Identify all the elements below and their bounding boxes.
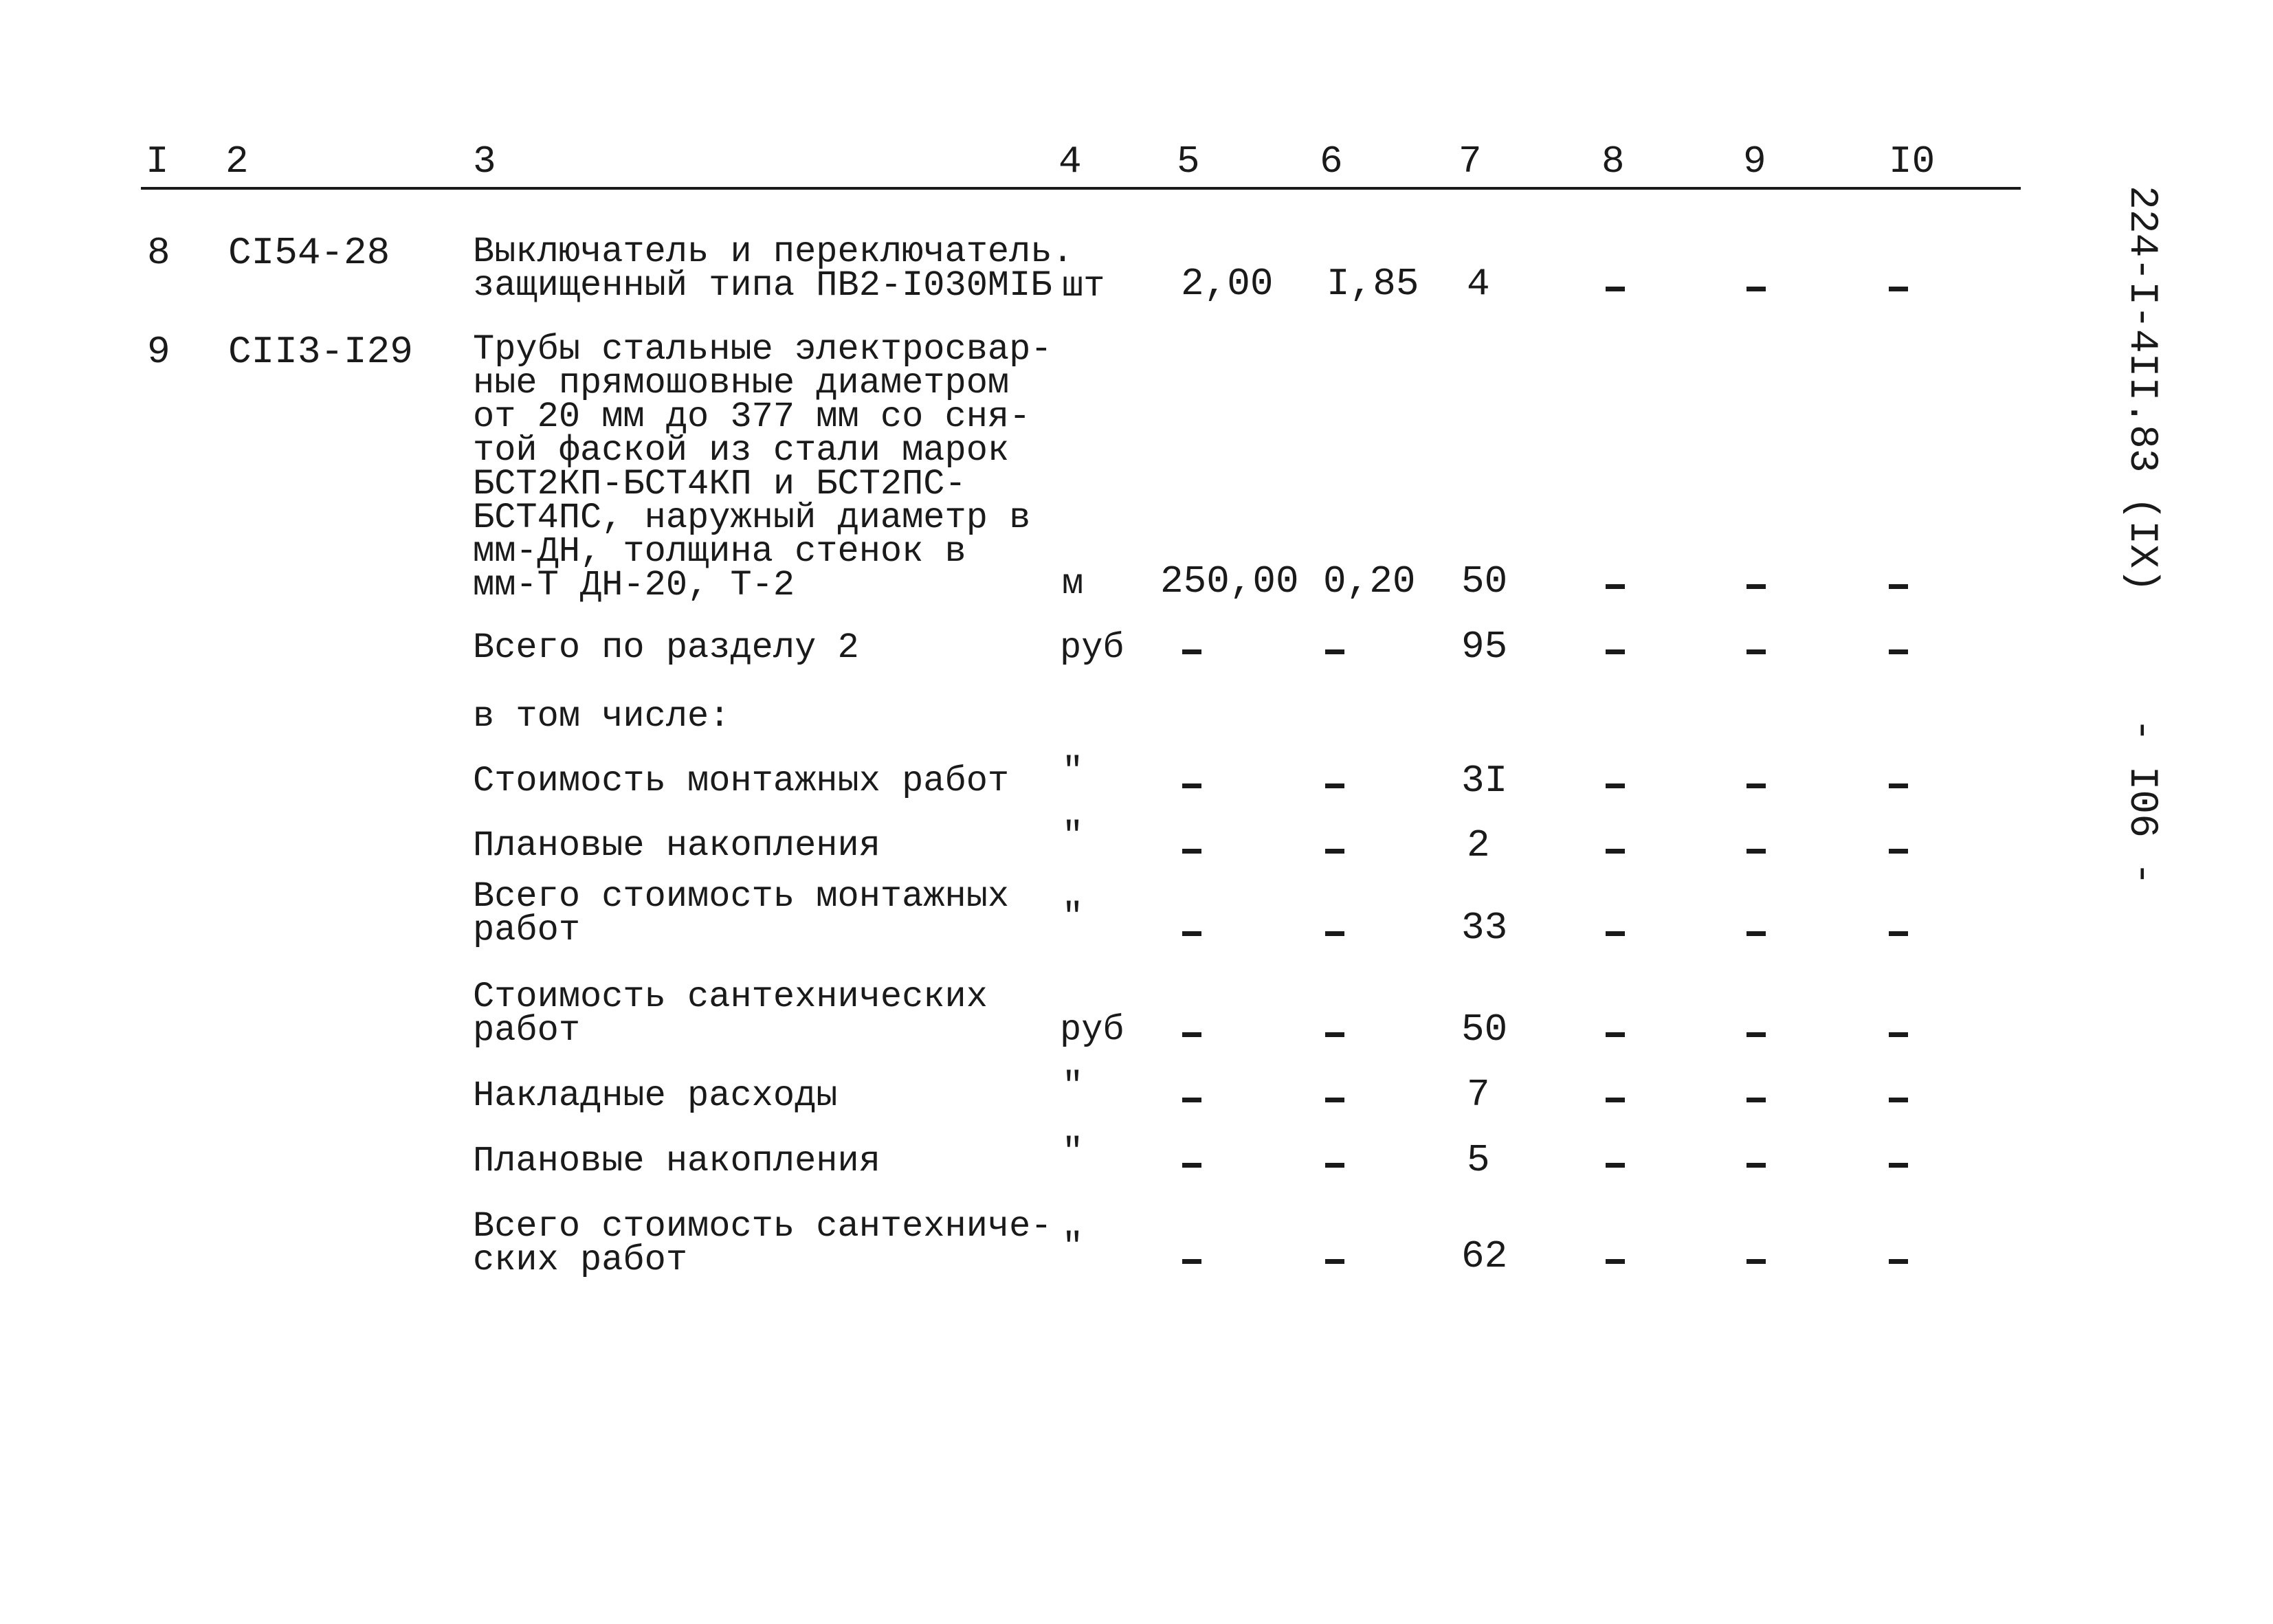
- total: 3I: [1461, 759, 1508, 803]
- empty-cell-dash: [1182, 1032, 1201, 1037]
- empty-cell-dash: [1325, 1163, 1344, 1168]
- empty-cell-dash: [1889, 931, 1908, 936]
- ditto-mark: ": [1062, 1227, 1084, 1267]
- empty-cell-dash: [1889, 1032, 1908, 1037]
- item-description: Выключатель и переключатель. защищенный типа ПВ2-I030МIБ: [473, 232, 1074, 306]
- empty-cell-dash: [1747, 849, 1766, 854]
- column-header-8: 8: [1601, 140, 1625, 183]
- unit: руб: [1060, 1010, 1124, 1050]
- item-code: CII3-I29: [228, 330, 413, 374]
- row-number: 9: [147, 330, 170, 374]
- empty-cell-dash: [1889, 1098, 1908, 1102]
- total: 50: [1461, 559, 1508, 603]
- summary-label: Всего стоимость сантехниче- ских работ: [473, 1206, 1052, 1280]
- summary-label: Всего стоимость монтажных работ: [473, 876, 1010, 950]
- column-header-6: 6: [1320, 140, 1343, 183]
- empty-cell-dash: [1606, 849, 1625, 854]
- empty-cell-dash: [1182, 649, 1201, 654]
- empty-cell-dash: [1606, 584, 1625, 589]
- unit: м: [1062, 564, 1084, 604]
- summary-label: Всего по разделу 2: [473, 627, 859, 668]
- empty-cell-dash: [1606, 783, 1625, 788]
- item-description: Трубы стальные электросвар- ные прямошовные диаметром от 20 мм до 377 мм со сня- той фаской из стали марок БСТ2КП-БСТ4КП и БСТ2ПС- БСТ4ПС, наружный диаметр в мм-ДН, толщина стенок в мм-Т ДН-20, Т-2: [473, 329, 1052, 605]
- total: 62: [1461, 1234, 1508, 1278]
- empty-cell-dash: [1182, 849, 1201, 854]
- empty-cell-dash: [1747, 1163, 1766, 1168]
- empty-cell-dash: [1606, 649, 1625, 654]
- empty-cell-dash: [1182, 783, 1201, 788]
- empty-cell-dash: [1325, 1032, 1344, 1037]
- unit-price: I,85: [1327, 262, 1419, 306]
- empty-cell-dash: [1325, 649, 1344, 654]
- total: 7: [1467, 1073, 1490, 1117]
- column-header-10: I0: [1889, 140, 1936, 183]
- total: 95: [1461, 625, 1508, 669]
- quantity: 250,00: [1160, 559, 1299, 603]
- column-header-7: 7: [1459, 140, 1482, 183]
- empty-cell-dash: [1606, 1098, 1625, 1102]
- empty-cell-dash: [1747, 1098, 1766, 1102]
- empty-cell-dash: [1747, 783, 1766, 788]
- empty-cell-dash: [1606, 931, 1625, 936]
- row-number: 8: [147, 231, 170, 275]
- empty-cell-dash: [1889, 849, 1908, 854]
- empty-cell-dash: [1182, 1098, 1201, 1102]
- empty-cell-dash: [1889, 1259, 1908, 1264]
- total: 5: [1467, 1138, 1490, 1182]
- summary-label: Плановые накопления: [473, 825, 880, 866]
- empty-cell-dash: [1747, 1032, 1766, 1037]
- total: 4: [1467, 262, 1490, 306]
- column-header-5: 5: [1177, 140, 1200, 183]
- empty-cell-dash: [1325, 931, 1344, 936]
- empty-cell-dash: [1747, 649, 1766, 654]
- empty-cell-dash: [1889, 783, 1908, 788]
- empty-cell-dash: [1606, 1163, 1625, 1168]
- empty-cell-dash: [1747, 287, 1766, 291]
- empty-cell-dash: [1182, 931, 1201, 936]
- total: 50: [1461, 1008, 1508, 1052]
- empty-cell-dash: [1889, 649, 1908, 654]
- empty-cell-dash: [1325, 1259, 1344, 1264]
- document-code: 224-I-4II.83 (IX): [2119, 186, 2164, 592]
- column-header-1: I: [146, 140, 169, 183]
- empty-cell-dash: [1325, 849, 1344, 854]
- empty-cell-dash: [1747, 1259, 1766, 1264]
- total: 33: [1461, 906, 1508, 950]
- total: 2: [1467, 823, 1490, 867]
- column-header-9: 9: [1743, 140, 1766, 183]
- unit: руб: [1060, 627, 1124, 668]
- subsection-label: в том числе:: [473, 696, 731, 737]
- ditto-mark: ": [1062, 816, 1084, 856]
- column-header-4: 4: [1058, 140, 1082, 183]
- summary-label: Стоимость монтажных работ: [473, 761, 1010, 801]
- column-header-3: 3: [473, 140, 496, 183]
- ditto-mark: ": [1062, 897, 1084, 937]
- empty-cell-dash: [1747, 584, 1766, 589]
- summary-label: Стоимость сантехнических работ: [473, 977, 988, 1051]
- summary-label: Плановые накопления: [473, 1141, 880, 1181]
- empty-cell-dash: [1325, 783, 1344, 788]
- quantity: 2,00: [1181, 262, 1274, 306]
- page-number: - I06 -: [2119, 718, 2164, 886]
- empty-cell-dash: [1325, 1098, 1344, 1102]
- unit-price: 0,20: [1323, 559, 1416, 603]
- header-rule: [141, 187, 2021, 190]
- unit: шт: [1062, 266, 1105, 307]
- empty-cell-dash: [1606, 1032, 1625, 1037]
- empty-cell-dash: [1889, 287, 1908, 291]
- empty-cell-dash: [1889, 584, 1908, 589]
- ditto-mark: ": [1062, 1066, 1084, 1106]
- item-code: CI54-28: [228, 231, 390, 275]
- empty-cell-dash: [1606, 287, 1625, 291]
- empty-cell-dash: [1182, 1259, 1201, 1264]
- ditto-mark: ": [1062, 1132, 1084, 1172]
- column-header-2: 2: [225, 140, 249, 183]
- empty-cell-dash: [1606, 1259, 1625, 1264]
- empty-cell-dash: [1182, 1163, 1201, 1168]
- empty-cell-dash: [1747, 931, 1766, 936]
- empty-cell-dash: [1889, 1163, 1908, 1168]
- ditto-mark: ": [1062, 751, 1084, 792]
- summary-label: Накладные расходы: [473, 1076, 838, 1116]
